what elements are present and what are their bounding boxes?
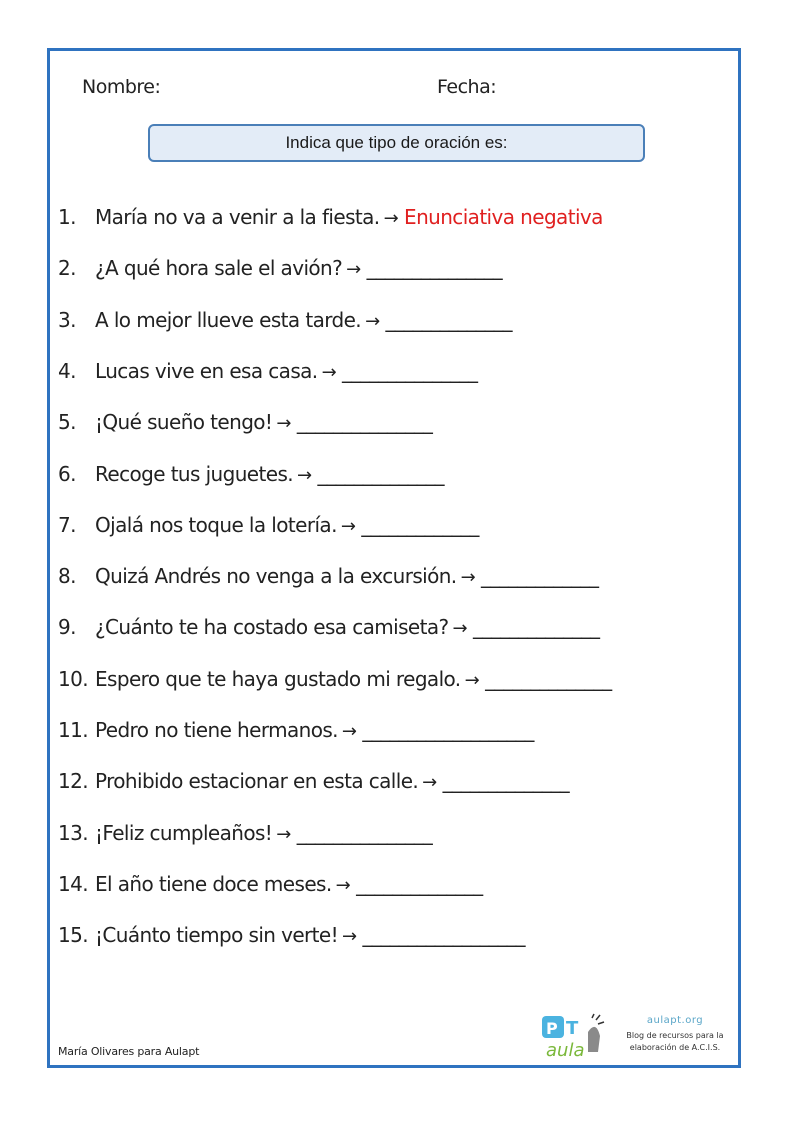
exercise-item [58, 513, 478, 545]
arrow-icon: → [342, 926, 357, 948]
item-sentence: Pedro no tiene hermanos. [95, 718, 338, 742]
answer-blank[interactable]: ______________ [385, 307, 512, 332]
item-sentence: Prohibido estacionar en esta calle. [95, 769, 419, 794]
answer-blank[interactable]: _______________ [342, 358, 478, 383]
item-sentence: María no va a venir a la fiesta. [95, 205, 380, 229]
item-sentence: Quizá Andrés no venga a la excursión. [95, 564, 457, 589]
exercise-item [58, 769, 569, 801]
item-number: 2. [58, 256, 76, 281]
item-number: 1. [58, 205, 76, 229]
item-sentence: El año tiene doce meses. [95, 871, 332, 896]
exercise-item [58, 462, 444, 494]
answer-blank[interactable]: ______________ [356, 871, 483, 896]
exercise-item [58, 667, 611, 699]
arrow-icon: → [335, 874, 351, 896]
answer-blank[interactable]: _______________ [296, 410, 432, 435]
answer-blank[interactable]: _______________ [366, 256, 502, 281]
item-sentence: ¡Qué sueño tengo! [95, 410, 273, 435]
item-number: 14. [58, 871, 89, 896]
exercise-item [58, 359, 477, 391]
date-label: Fecha: [437, 76, 497, 98]
answer-blank[interactable]: ______________ [473, 615, 600, 640]
svg-text:P: P [546, 1019, 558, 1038]
item-number: 15. [58, 923, 89, 948]
item-sentence: A lo mejor llueve esta tarde. [95, 307, 362, 332]
item-number: 11. [58, 718, 89, 742]
arrow-icon: → [452, 618, 468, 640]
page-border [47, 48, 741, 1068]
item-number: 13. [58, 820, 89, 845]
arrow-icon: → [297, 464, 312, 486]
exercise-item [58, 923, 525, 955]
arrow-icon: → [460, 567, 476, 589]
answer-blank[interactable]: _______________ [296, 820, 432, 845]
svg-text:T: T [566, 1018, 579, 1039]
answer-blank[interactable]: ___________________ [362, 718, 534, 742]
author-credit: María Olivares para Aulapt [58, 1045, 200, 1058]
item-number: 8. [58, 564, 76, 589]
arrow-icon: → [276, 413, 291, 435]
item-number: 12. [58, 769, 89, 794]
exercise-item [58, 718, 533, 750]
arrow-icon: → [422, 772, 437, 794]
item-answer: Enunciativa negativa [404, 205, 603, 229]
item-sentence: Espero que te haya gustado mi regalo. [95, 666, 461, 691]
exercise-item [58, 410, 432, 442]
svg-text:aula: aula [546, 1040, 585, 1061]
item-number: 10. [58, 666, 89, 691]
site-desc-line-2: elaboración de A.C.I.S. [629, 1043, 721, 1052]
answer-blank[interactable]: _____________ [481, 564, 599, 589]
answer-blank[interactable]: ______________ [317, 461, 444, 486]
answer-blank[interactable]: ______________ [485, 666, 612, 691]
exercise-item [58, 205, 603, 237]
item-sentence: ¡Cuánto tiempo sin verte! [95, 923, 339, 948]
site-description [622, 1030, 728, 1054]
item-sentence: ¿A qué hora sale el avión? [95, 256, 343, 281]
instructions-text: Indica que tipo de oración es: [285, 133, 508, 152]
item-number: 9. [58, 615, 76, 640]
arrow-icon: → [346, 259, 361, 281]
item-sentence: Ojalá nos toque la lotería. [95, 512, 337, 537]
item-sentence: ¡Feliz cumpleaños! [95, 820, 273, 845]
item-sentence: Recoge tus juguetes. [95, 461, 294, 486]
item-sentence: ¿Cuánto te ha costado esa camiseta? [95, 615, 449, 640]
item-sentence: Lucas vive en esa casa. [95, 358, 318, 383]
answer-blank[interactable]: _____________ [361, 512, 479, 537]
arrow-icon: → [383, 208, 399, 229]
answer-blank[interactable]: ______________ [442, 769, 569, 794]
item-number: 7. [58, 512, 76, 537]
exercise-item [58, 615, 599, 647]
item-number: 4. [58, 358, 76, 383]
exercise-item [58, 564, 598, 596]
arrow-icon: → [321, 361, 337, 383]
item-number: 5. [58, 410, 76, 435]
exercise-item [58, 821, 432, 853]
exercise-item [58, 308, 512, 340]
item-number: 6. [58, 461, 76, 486]
arrow-icon: → [341, 721, 357, 742]
name-label: Nombre: [82, 76, 161, 98]
item-number: 3. [58, 307, 76, 332]
instructions-box [148, 124, 645, 162]
arrow-icon: → [464, 669, 480, 691]
site-info [622, 1015, 728, 1054]
site-desc-line-1: Blog de recursos para la [626, 1031, 724, 1040]
arrow-icon: → [365, 310, 380, 332]
arrow-icon: → [276, 823, 291, 845]
exercise-item [58, 872, 482, 904]
arrow-icon: → [340, 515, 356, 537]
exercise-item [58, 256, 502, 288]
answer-blank[interactable]: __________________ [362, 923, 525, 948]
site-url[interactable]: aulapt.org [646, 1015, 704, 1026]
aulapt-logo-icon [540, 1012, 610, 1062]
